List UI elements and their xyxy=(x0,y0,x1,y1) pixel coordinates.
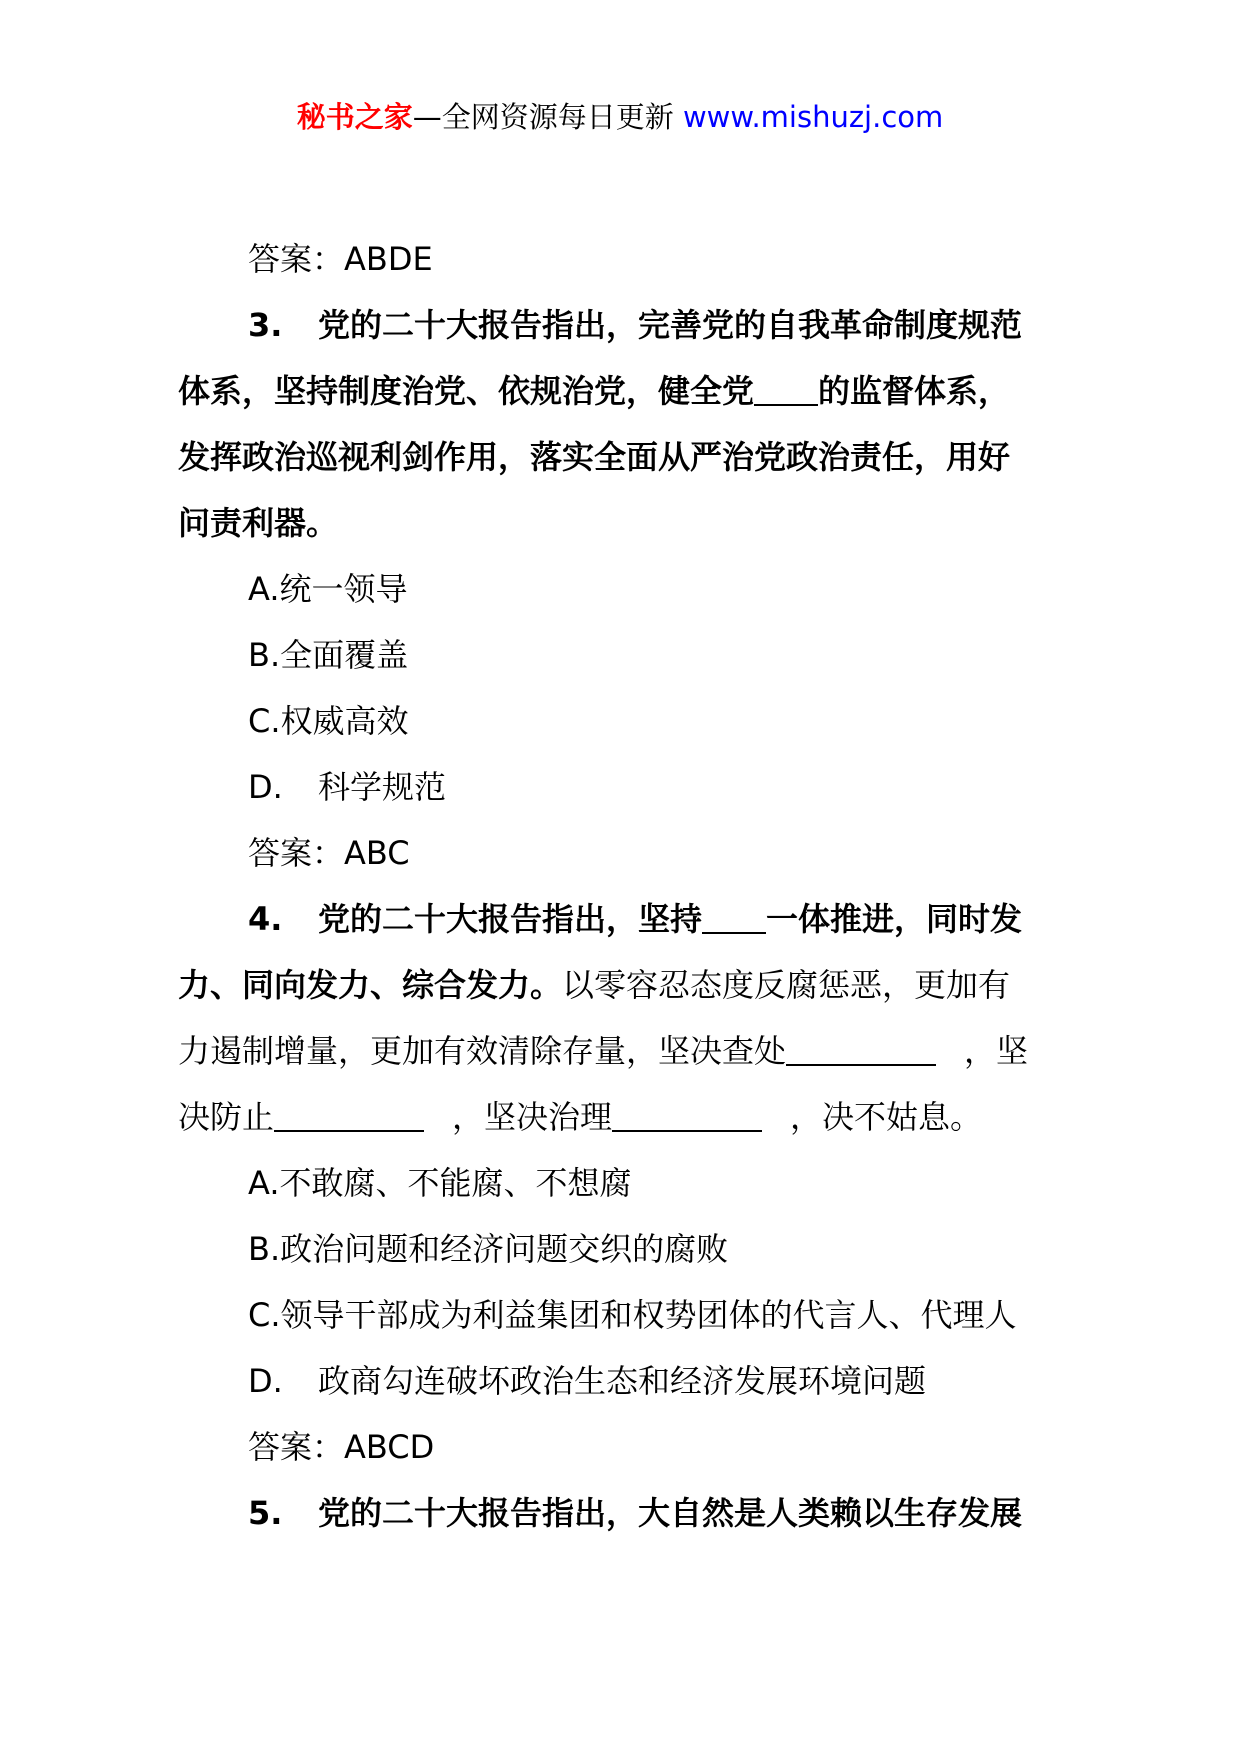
question-3-option-a: A.统一领导 xyxy=(248,570,408,608)
question-3-option-b: B.全面覆盖 xyxy=(248,636,409,674)
question-3-line4: 问责利器。 xyxy=(178,504,339,542)
answer-q2: 答案：ABDE xyxy=(248,240,433,278)
question-3-line3: 发挥政治巡视利剑作用，落实全面从严治党政治责任，用好 xyxy=(178,438,1011,476)
site-brand: 秘书之家 xyxy=(296,100,413,134)
answer-q4: 答案：ABCD xyxy=(248,1428,435,1466)
fill-blank xyxy=(786,1034,936,1066)
question-5-number: 5. xyxy=(248,1494,283,1532)
fill-blank xyxy=(702,902,766,934)
question-3-option-c: C.权威高效 xyxy=(248,702,409,740)
question-3-line2: 体系，坚持制度治党、依规治党，健全党 的监督体系， xyxy=(178,372,1011,410)
question-4-line1: 4. 党的二十大报告指出，坚持 一体推进，同时发 xyxy=(178,886,1078,952)
page-header xyxy=(0,95,1240,136)
answer-q3: 答案：ABC xyxy=(248,834,410,872)
fill-blank xyxy=(754,374,818,406)
fill-blank xyxy=(612,1100,762,1132)
question-4-line3: 力遏制增量，更加有效清除存量，坚决查处 ，坚 xyxy=(178,1032,1029,1070)
question-4-line2: 力、同向发力、综合发力。以零容忍态度反腐惩恶，更加有 xyxy=(178,966,1011,1004)
question-3-number: 3. xyxy=(248,306,283,344)
question-4-line4: 决防止 ，坚决治理 ，决不姑息。 xyxy=(178,1098,983,1136)
question-4-option-b: B.政治问题和经济问题交织的腐败 xyxy=(248,1230,729,1268)
question-4-option-a: A.不敢腐、不能腐、不想腐 xyxy=(248,1164,632,1202)
fill-blank xyxy=(274,1100,424,1132)
question-5-line1: 5. 党的二十大报告指出，大自然是人类赖以生存发展 xyxy=(178,1480,1078,1546)
document-body xyxy=(178,226,1078,1546)
site-url-link[interactable]: www.mishuzj.com xyxy=(682,100,944,134)
question-4-number: 4. xyxy=(248,900,283,938)
question-3-line1: 3. 党的二十大报告指出，完善党的自我革命制度规范 xyxy=(178,292,1078,358)
site-tagline: —全网资源每日更新 xyxy=(412,100,683,134)
question-4-option-c: C.领导干部成为利益集团和权势团体的代言人、代理人 xyxy=(248,1296,1017,1334)
question-4-option-d: D. 政商勾连破坏政治生态和经济发展环境问题 xyxy=(248,1362,927,1400)
question-3-option-d: D. 科学规范 xyxy=(248,768,447,806)
